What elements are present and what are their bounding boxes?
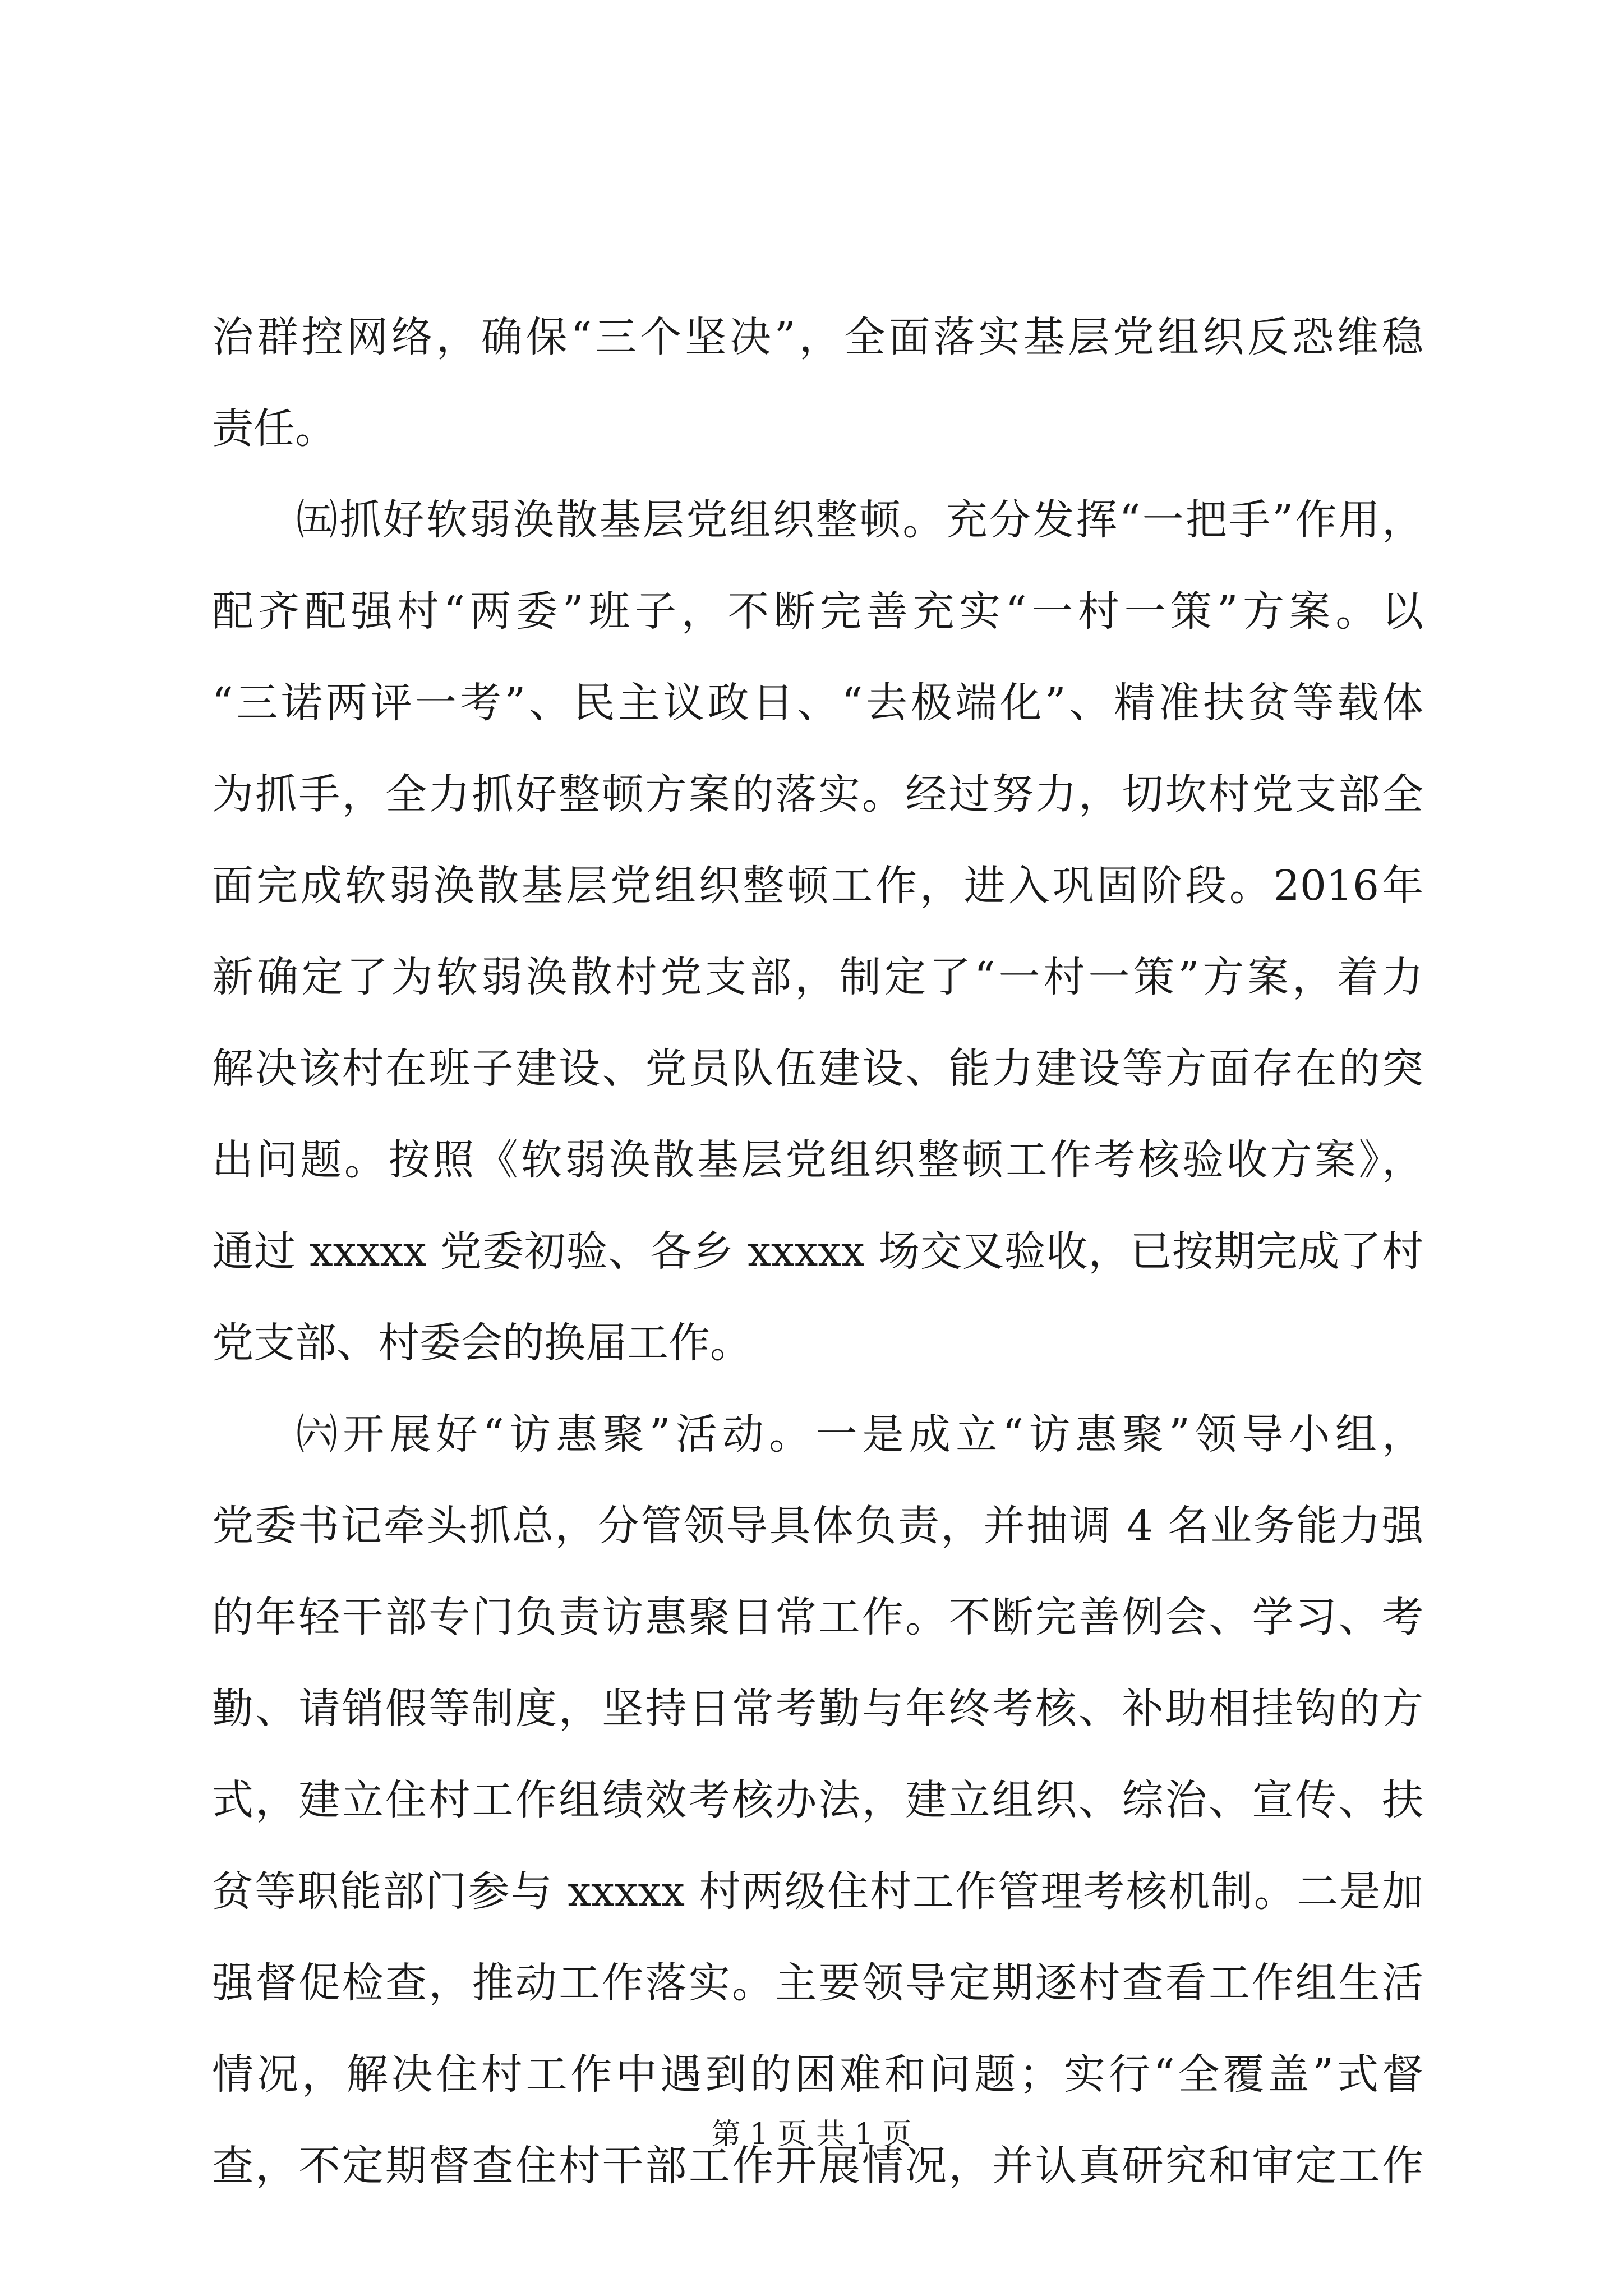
text-line: 党委书记牵头抓总，分管领导具体负责，并抽调 4 名业务能力强 <box>212 1502 1423 1550</box>
text-line: 治群控网络，确保“三个坚决”，全面落实基层党组织反恐维稳 <box>212 313 1423 361</box>
page-footer <box>0 2115 1623 2154</box>
text-line: ㈤抓好软弱涣散基层党组织整顿。充分发挥“一把手”作用， <box>296 496 1423 544</box>
text-line: 出问题。按照《软弱涣散基层党组织整顿工作考核验收方案》， <box>212 1136 1423 1184</box>
text-line: 为抓手，全力抓好整顿方案的落实。经过努力，切坎村党支部全 <box>212 770 1423 818</box>
text-line: 的年轻干部专门负责访惠聚日常工作。不断完善例会、学习、考 <box>212 1593 1423 1641</box>
text-line: 解决该村在班子建设、党员队伍建设、能力建设等方面存在的突 <box>212 1045 1423 1093</box>
text-line: 面完成软弱涣散基层党组织整顿工作，进入巩固阶段。2016年 <box>212 862 1423 910</box>
text-line: 通过 xxxxx 党委初验、各乡 xxxxx 场交叉验收，已按期完成了村 <box>212 1227 1423 1276</box>
text-line: 情况，解决住村工作中遇到的困难和问题；实行“全覆盖”式督 <box>212 2050 1423 2099</box>
text-line: 党支部、村委会的换届工作。 <box>212 1319 751 1367</box>
text-line: 查，不定期督查住村干部工作开展情况，并认真研究和审定工作 <box>212 2142 1423 2190</box>
text-line: 式，建立住村工作组绩效考核办法，建立组织、综治、宣传、扶 <box>212 1776 1423 1824</box>
text-line: 新确定了为软弱涣散村党支部，制定了“一村一策”方案，着力 <box>212 953 1423 1001</box>
paragraph-1 <box>212 292 1423 475</box>
text-line: ㈥开展好“访惠聚”活动。一是成立“访惠聚”领导小组， <box>296 1410 1423 1458</box>
text-line: 勤、请销假等制度，坚持日常考勤与年终考核、补助相挂钩的方 <box>212 1685 1423 1733</box>
text-line: 强督促检查，推动工作落实。主要领导定期逐村查看工作组生活 <box>212 1959 1423 2007</box>
document-body <box>212 292 1423 2212</box>
text-line: 贫等职能部门参与 xxxxx 村两级住村工作管理考核机制。二是加 <box>212 1867 1423 1916</box>
paragraph-3 <box>212 1389 1423 2212</box>
text-line: “三诺两评一考”、民主议政日、“去极端化”、精准扶贫等载体 <box>212 679 1423 727</box>
text-line: 责任。 <box>212 404 336 453</box>
page-number-label: 第 1 页 共 1 页 <box>711 2118 912 2151</box>
paragraph-2 <box>212 475 1423 1389</box>
text-line: 配齐配强村“两委”班子，不断完善充实“一村一策”方案。以 <box>212 587 1423 636</box>
